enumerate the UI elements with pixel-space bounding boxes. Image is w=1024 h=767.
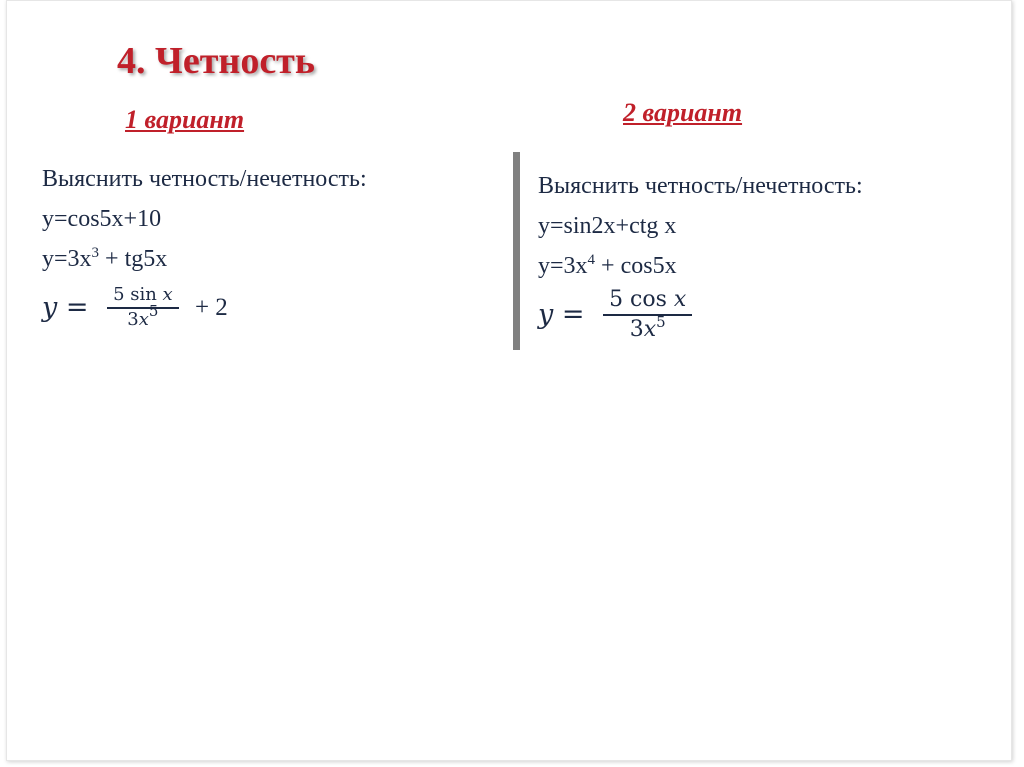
formula-3-equals: = <box>57 292 98 323</box>
numerator-coef: 5 cos <box>609 287 674 312</box>
formula-3-fraction <box>107 284 179 331</box>
formula-3-equals: = <box>553 299 594 330</box>
variant-1-formula-3 <box>42 284 228 331</box>
numerator-coef: 5 sin <box>113 284 163 305</box>
denominator-exp: 5 <box>148 301 159 320</box>
denominator-coef: 3 <box>127 308 139 330</box>
formula-3-tail: + 2 <box>188 293 228 321</box>
variant-1-formula-1: y=cos5x+10 <box>42 206 162 232</box>
variant-2-formula-1: y=sin2x+ctg x <box>538 213 677 239</box>
denominator-exp: 5 <box>656 312 666 331</box>
denominator-var: x <box>138 308 149 330</box>
variant-1-heading: 1 вариант <box>125 105 245 134</box>
variant-1-formula-2 <box>42 239 367 279</box>
formula-3-fraction <box>603 286 692 343</box>
fraction-denominator <box>624 312 672 344</box>
formula-2-base: y=3x <box>538 253 588 279</box>
formula-2-exponent: 4 <box>587 252 596 268</box>
variant-2-formula-3 <box>538 286 702 343</box>
variant-2-column <box>538 166 863 286</box>
variant-2-formula-2 <box>538 246 863 286</box>
fraction-numerator <box>107 284 179 307</box>
variant-1-column <box>42 159 367 279</box>
formula-3-lhs: y <box>538 299 554 330</box>
numerator-var: x <box>162 284 173 305</box>
formula-2-exponent: 3 <box>91 245 100 261</box>
column-divider <box>513 152 520 350</box>
formula-2-base: y=3x <box>42 246 92 272</box>
fraction-numerator <box>603 286 692 314</box>
numerator-var: x <box>673 287 687 312</box>
slide <box>6 0 1012 761</box>
formula-2-rest: + cos5x <box>595 253 677 279</box>
fraction-denominator <box>121 301 164 332</box>
variant-2-heading: 2 вариант <box>623 98 743 127</box>
formula-2-rest: + tg5x <box>99 246 168 272</box>
denominator-coef: 3 <box>629 316 644 342</box>
slide-title: 4. Четность <box>117 40 315 82</box>
denominator-var: x <box>643 316 657 342</box>
formula-3-lhs: y <box>42 292 58 323</box>
variant-1-task: Выяснить четность/нечетность: <box>42 166 367 192</box>
variant-2-task: Выяснить четность/нечетность: <box>538 173 863 199</box>
